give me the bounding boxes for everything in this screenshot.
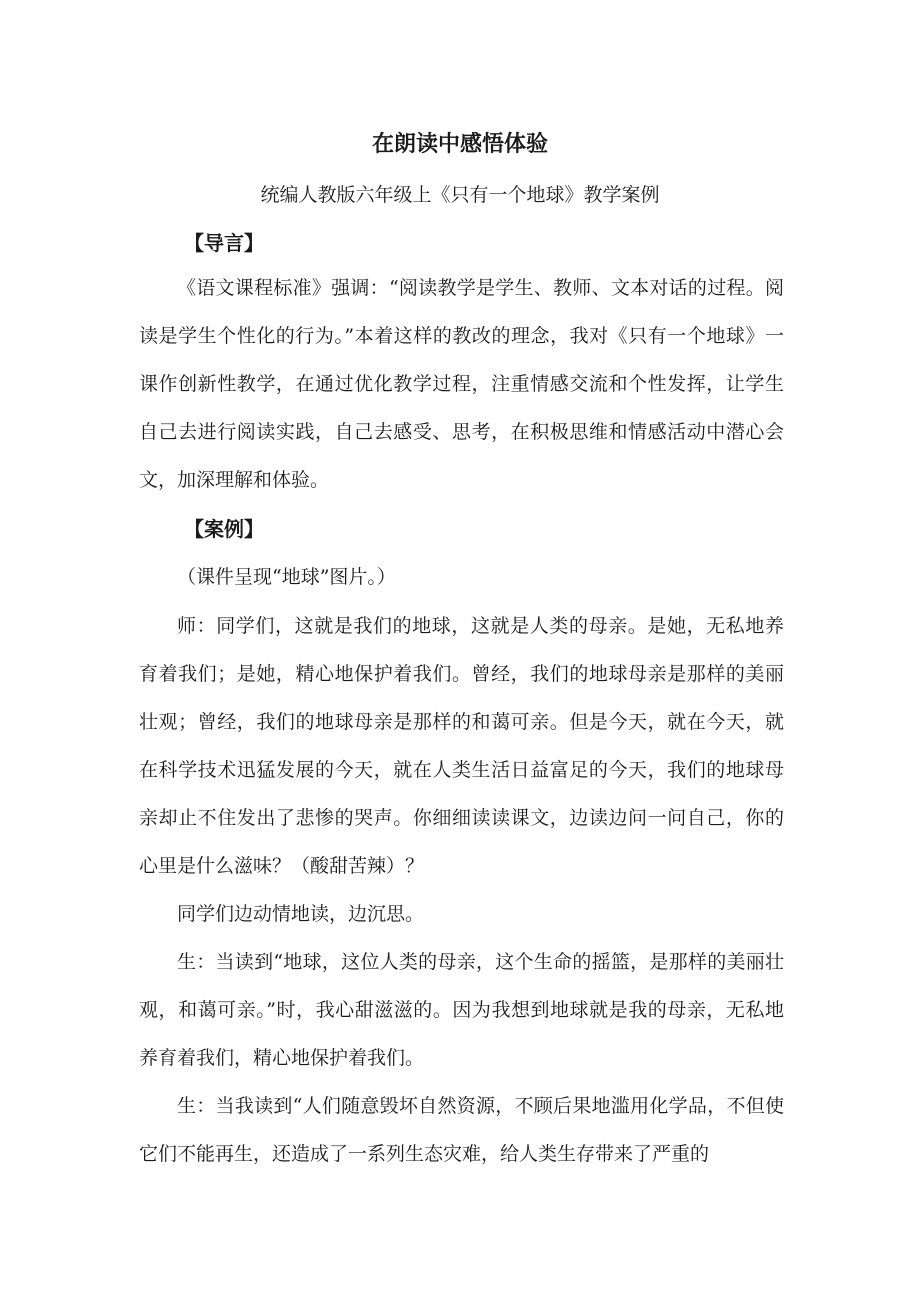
- paragraph-teacher-speech: 师：同学们，这就是我们的地球，这就是人类的母亲。是她，无私地养育着我们；是她，精心地保护着我们。曾经，我们的地球母亲是那样的美丽壮观；曾经，我们的地球母亲是那样的和蔼可亲。但是今天，就在今天，就在科学技术迅猛发展的今天，就在人类生活日益富足的今天，我们的地球母亲却止不住发出了悲惨的哭声。你细细读读课文，边读边问一问自己，你的心里是什么滋味？（酸甜苦辣）？: [139, 615, 784, 877]
- paragraph-student-response-1: 生：当读到“地球，这位人类的母亲，这个生命的摇篮，是那样的美丽壮观，和蔼可亲。”时，我心甜滋滋的。因为我想到地球就是我的母亲，无私地养育着我们，精心地保护着我们。: [139, 951, 784, 1069]
- paragraph-students-reading: 同学们边动情地读，边沉思。: [177, 903, 425, 925]
- document-subtitle: 统编人教版六年级上《只有一个地球》教学案例: [260, 184, 660, 206]
- section-heading-case: 【案例】: [184, 517, 264, 541]
- paragraph-student-response-2: 生：当我读到“人们随意毁坏自然资源，不顾后果地滥用化学品，不但使它们不能再生，还造成了一系列生态灾难，给人类生存带来了严重的: [139, 1095, 784, 1165]
- paragraph-introduction: 《语文课程标准》强调：“阅读教学是学生、教师、文本对话的过程。阅读是学生个性化的行为。”本着这样的教改的理念，我对《只有一个地球》一课作创新性教学，在通过优化教学过程，注重情感交流和个性发挥，让学生自己去进行阅读实践，自己去感受、思考，在积极思维和情感活动中潜心会文，加深理解和体验。: [139, 277, 784, 491]
- document-title: 在朗读中感悟体验: [371, 132, 548, 157]
- paragraph-courseware-note: （课件呈现“地球”图片。）: [177, 566, 396, 588]
- section-heading-introduction: 【导言】: [184, 231, 264, 255]
